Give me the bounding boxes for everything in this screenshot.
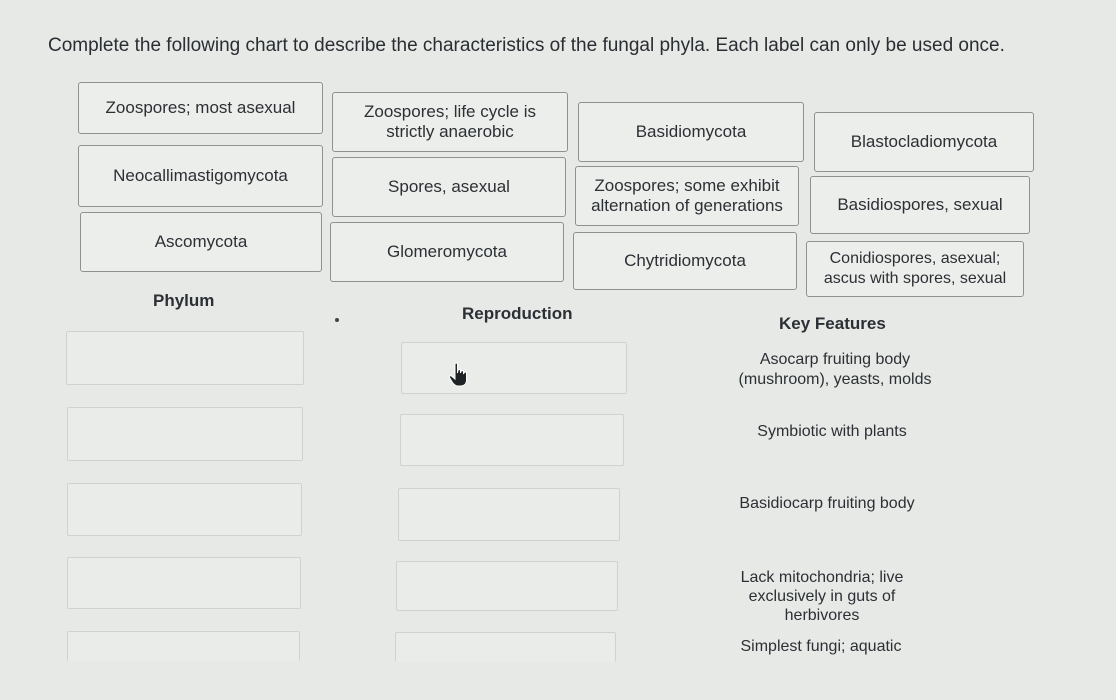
- key-feature-1: Asocarp fruiting body (mushroom), yeasts, molds: [738, 351, 932, 388]
- reproduction-drop-zone-5[interactable]: [395, 632, 616, 662]
- key-feature-2: Symbiotic with plants: [757, 423, 907, 440]
- key-features-header: Key Features: [779, 314, 886, 333]
- label-conidiospores[interactable]: Conidiospores, asexual; ascus with spores, sexual: [806, 241, 1024, 297]
- label-chytridiomycota[interactable]: Chytridiomycota: [573, 232, 797, 290]
- instructions-text: Complete the following chart to describe the characteristics of the fungal phyla. Each label can only be used once.: [48, 35, 1005, 56]
- reproduction-header: Reproduction: [462, 304, 573, 323]
- phylum-drop-zone-1[interactable]: [66, 331, 304, 385]
- key-feature-3: Basidiocarp fruiting body: [739, 495, 915, 512]
- phylum-header: Phylum: [153, 291, 215, 310]
- label-spores-asexual[interactable]: Spores, asexual: [332, 157, 566, 217]
- label-neocallimastigomycota[interactable]: Neocallimastigomycota: [78, 145, 323, 207]
- label-glomeromycota[interactable]: Glomeromycota: [330, 222, 564, 282]
- hand-cursor-icon: [448, 362, 470, 388]
- reproduction-drop-zone-2[interactable]: [400, 414, 624, 466]
- label-basidiomycota[interactable]: Basidiomycota: [578, 102, 804, 162]
- reproduction-drop-zone-3[interactable]: [398, 488, 620, 541]
- label-zoospores-alternation[interactable]: Zoospores; some exhibit alternation of generations: [575, 166, 799, 226]
- phylum-drop-zone-3[interactable]: [67, 483, 302, 536]
- reproduction-drop-zone-1[interactable]: [401, 342, 627, 394]
- key-feature-5: Simplest fungi; aquatic: [740, 638, 902, 655]
- label-zoospores-anaerobic[interactable]: Zoospores; life cycle is strictly anaerobic: [332, 92, 568, 152]
- phylum-drop-zone-4[interactable]: [67, 557, 301, 609]
- reproduction-drop-zone-4[interactable]: [396, 561, 618, 611]
- label-basidiospores-sexual[interactable]: Basidiospores, sexual: [810, 176, 1030, 234]
- label-zoospores-most-asexual[interactable]: Zoospores; most asexual: [78, 82, 323, 134]
- label-blastocladiomycota[interactable]: Blastocladiomycota: [814, 112, 1034, 172]
- phylum-drop-zone-2[interactable]: [67, 407, 303, 461]
- key-feature-4: Lack mitochondria; live exclusively in guts of herbivores: [740, 569, 904, 624]
- phylum-drop-zone-5[interactable]: [67, 631, 300, 661]
- label-ascomycota[interactable]: Ascomycota: [80, 212, 322, 272]
- bullet-dot: [335, 318, 339, 322]
